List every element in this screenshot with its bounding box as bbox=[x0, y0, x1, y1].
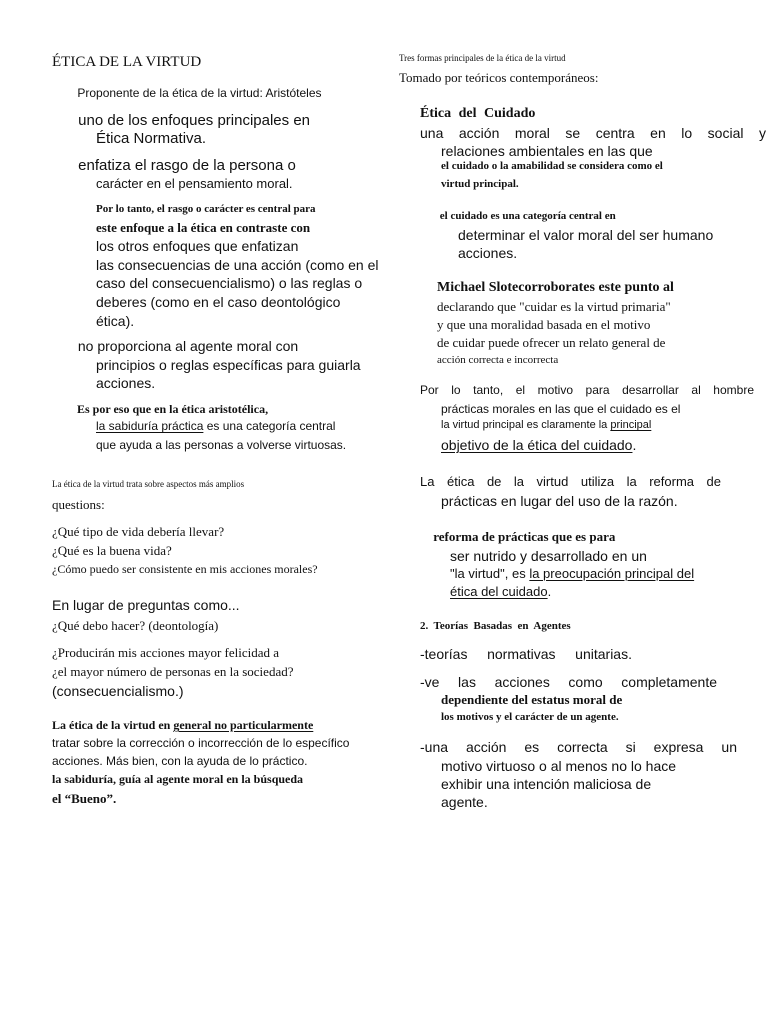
text-fragment: es una categoría central bbox=[203, 419, 336, 433]
text-line: el cuidado o la amabilidad se considera como el bbox=[441, 160, 663, 172]
text-line: La ética de la virtud trata sobre aspectos más amplios bbox=[52, 479, 245, 489]
text-fragment: La ética de la virtud en bbox=[52, 718, 174, 732]
text-line: (consecuencialismo.) bbox=[52, 683, 184, 699]
underlined-term: general no particularmente bbox=[173, 718, 314, 732]
text-line: la sabiduría, guía al agente moral en la búsqueda bbox=[52, 772, 304, 786]
text-line: Por lo tanto, el rasgo o carácter es central para bbox=[96, 203, 316, 215]
text-line: dependiente del estatus moral de bbox=[441, 692, 623, 707]
text-line: tratar sobre la corrección o incorrección de lo específico bbox=[52, 736, 350, 750]
underlined-term: la sabiduría práctica bbox=[96, 419, 204, 433]
question: ¿Qué es la buena vida? bbox=[52, 543, 172, 558]
text-line: virtud principal. bbox=[441, 178, 519, 190]
text-line: Ética Normativa. bbox=[96, 130, 207, 147]
text-line: ¿Qué debo hacer? (deontología) bbox=[52, 618, 219, 633]
text-line: declarando que "cuidar es la virtud primaria" bbox=[437, 299, 671, 314]
text-line: -ve las acciones como completamente bbox=[420, 674, 717, 690]
text-line bbox=[450, 566, 694, 582]
text-line: ser nutrido y desarrollado en un bbox=[450, 548, 647, 564]
text-line: acción correcta e incorrecta bbox=[437, 354, 559, 366]
text-line: -teorías normativas unitarias. bbox=[420, 646, 632, 662]
text-line: este enfoque a la ética en contraste con bbox=[96, 220, 311, 235]
list-item-text: reforma de prácticas que es para bbox=[433, 529, 616, 544]
list-item-text: Es por eso que en la ética aristotélica, bbox=[77, 402, 269, 416]
text-line: motivo virtuoso o al menos no lo hace bbox=[441, 758, 677, 774]
list-item-text: no proporciona al agente moral con bbox=[77, 338, 299, 354]
text-line bbox=[441, 419, 651, 432]
text-line: acciones. bbox=[458, 245, 518, 261]
text-line: prácticas en lugar del uso de la razón. bbox=[441, 493, 678, 509]
text-line: ética). bbox=[96, 313, 135, 329]
text-fragment: la virtud principal es claramente la bbox=[441, 419, 611, 431]
text-line: Michael Slotecorroborates este punto al bbox=[437, 280, 674, 295]
list-item bbox=[74, 86, 322, 100]
text-line: y que una moralidad basada en el motivo bbox=[437, 317, 651, 332]
text-line bbox=[450, 584, 551, 600]
list-item bbox=[74, 112, 310, 130]
list-item-text: enfatiza el rasgo de la persona o bbox=[78, 157, 296, 174]
text-line: agente. bbox=[441, 794, 488, 810]
underlined-term: ética del cuidado bbox=[450, 584, 548, 599]
text-line: los otros enfoques que enfatizan bbox=[96, 238, 299, 254]
section-title: 2. Teorías Basadas en Agentes bbox=[420, 620, 571, 632]
text-line: el “Bueno”. bbox=[52, 791, 117, 806]
text-line bbox=[441, 437, 636, 454]
text-fragment: . bbox=[632, 437, 637, 453]
underlined-term: la preocupación principal del bbox=[529, 566, 695, 581]
section-heading: Tres formas principales de la ética de la virtud bbox=[399, 53, 566, 63]
text-line: acciones. bbox=[96, 375, 156, 391]
text-line: La ética de la virtud utiliza la reforma de bbox=[420, 474, 721, 489]
text-line: prácticas morales en las que el cuidado es el bbox=[441, 402, 681, 416]
list-item bbox=[430, 529, 615, 545]
text-line: determinar el valor moral del ser humano bbox=[458, 227, 714, 243]
text-line bbox=[96, 419, 335, 433]
text-line: de cuidar puede ofrecer un relato general de bbox=[437, 335, 666, 350]
list-item-text: el cuidado es una categoría central en bbox=[439, 210, 616, 222]
text-line: ¿Producirán mis acciones mayor felicidad a bbox=[52, 645, 280, 660]
list-item-text: Proponente de la ética de la virtud: Aristóteles bbox=[77, 86, 322, 100]
text-line: deberes (como en el caso deontológico bbox=[96, 294, 341, 310]
text-line: exhibir una intención maliciosa de bbox=[441, 776, 652, 792]
text-line: relaciones ambientales en las que bbox=[441, 143, 653, 159]
page-title: ÉTICA DE LA VIRTUD bbox=[52, 54, 202, 70]
text-line: principios o reglas específicas para guiarla bbox=[96, 357, 361, 373]
underlined-term: objetivo de la ética del cuidado bbox=[441, 437, 633, 453]
section-subheading: Tomado por teóricos contemporáneos: bbox=[399, 70, 599, 85]
text-line: las consecuencias de una acción (como en el bbox=[96, 257, 379, 273]
list-item bbox=[74, 402, 268, 416]
text-line: caso del consecuencialismo) o las reglas o bbox=[96, 275, 363, 291]
text-line: ¿el mayor número de personas en la sociedad? bbox=[52, 664, 294, 679]
text-line: questions: bbox=[52, 497, 105, 512]
question: ¿Cómo puedo ser consistente en mis acciones morales? bbox=[52, 562, 318, 576]
text-line: que ayuda a las personas a volverse virtuosas. bbox=[96, 438, 347, 452]
text-line: los motivos y el carácter de un agente. bbox=[441, 711, 619, 723]
list-item bbox=[74, 338, 298, 355]
list-item-text: uno de los enfoques principales en bbox=[78, 112, 311, 129]
text-line: Por lo tanto, el motivo para desarrollar al hombre bbox=[420, 383, 754, 397]
text-fragment: . bbox=[547, 584, 552, 599]
text-fragment: "la virtud", es bbox=[450, 566, 530, 581]
question: ¿Qué tipo de vida debería llevar? bbox=[52, 524, 225, 539]
list-item bbox=[74, 157, 296, 175]
text-line: acciones. Más bien, con la ayuda de lo práctico. bbox=[52, 754, 308, 768]
underlined-term: principal bbox=[610, 419, 652, 431]
text-line: -una acción es correcta si expresa un bbox=[420, 739, 737, 755]
text-line: En lugar de preguntas como... bbox=[52, 597, 240, 613]
section-title: Ética del Cuidado bbox=[420, 106, 536, 121]
text-line: carácter en el pensamiento moral. bbox=[96, 176, 293, 191]
list-item bbox=[437, 210, 616, 223]
text-line: una acción moral se centra en lo social y bbox=[420, 125, 766, 141]
text-line bbox=[52, 718, 313, 732]
